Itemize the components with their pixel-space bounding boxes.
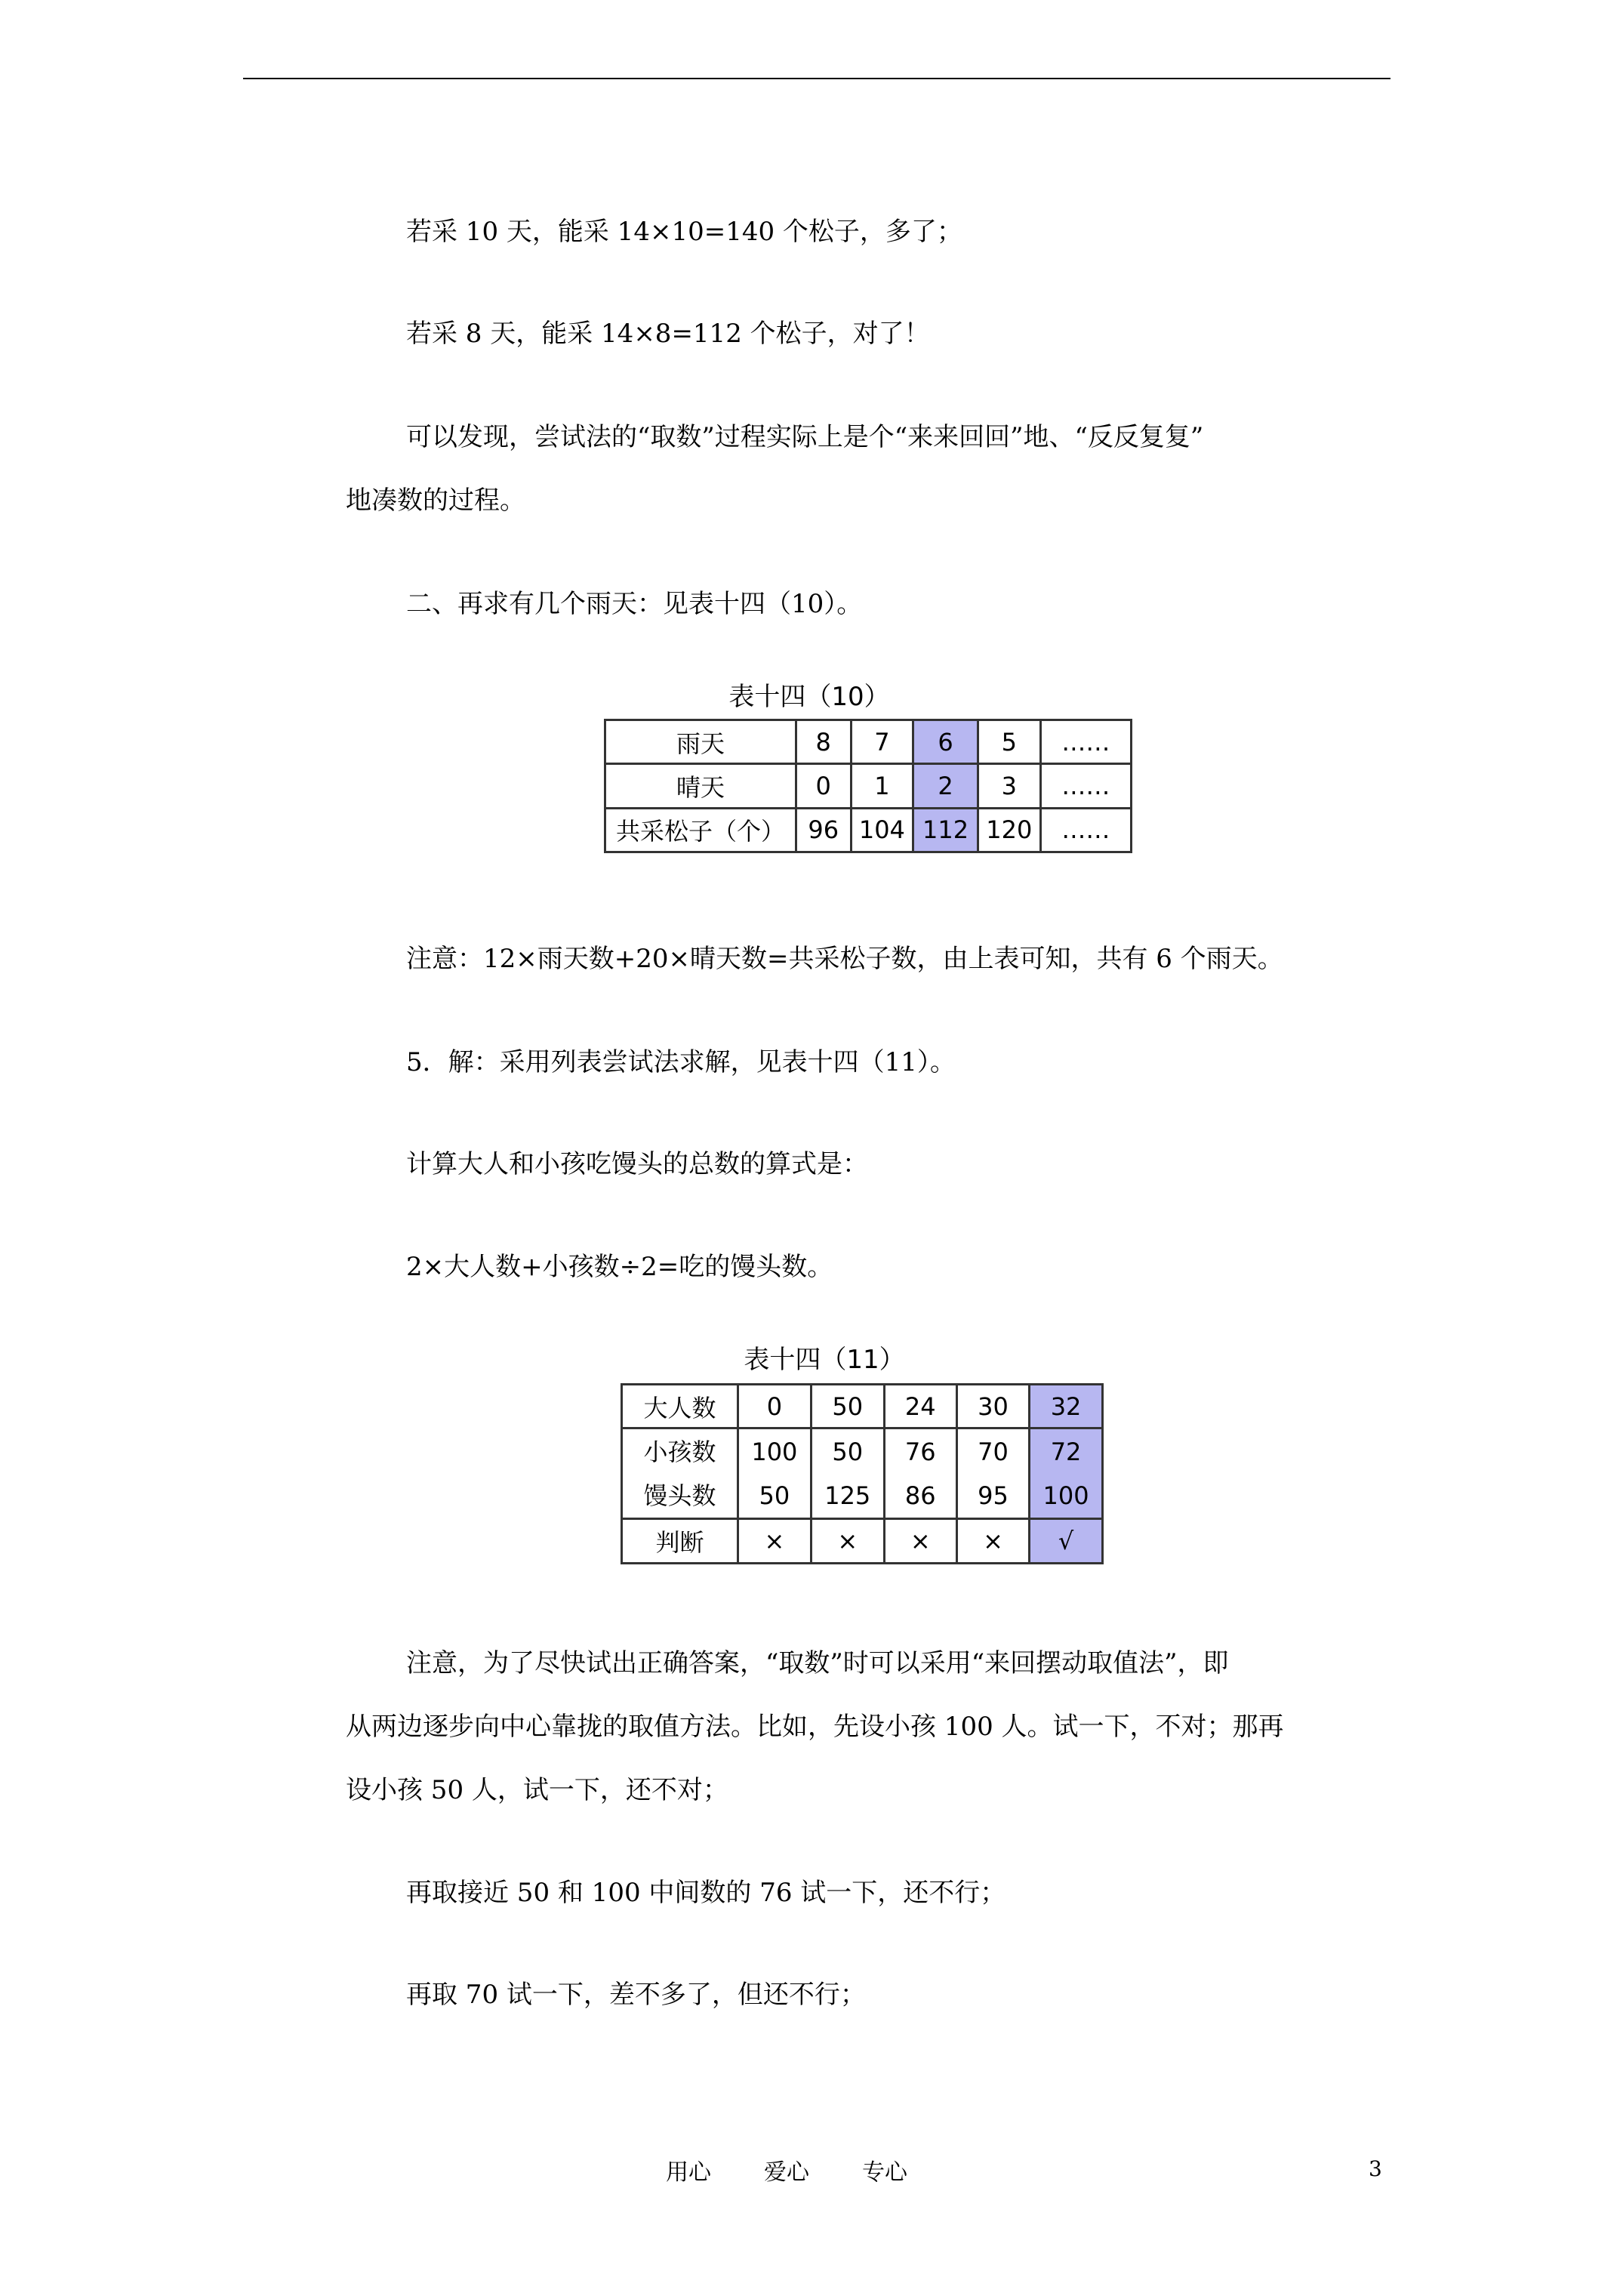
table-cell: …… bbox=[1040, 808, 1131, 852]
table-cell bbox=[811, 1428, 884, 1519]
table-cell: 120 bbox=[978, 808, 1040, 852]
page-number: 3 bbox=[1369, 2156, 1382, 2181]
paragraph-10: 再取接近 50 和 100 中间数的 76 试一下，还不行； bbox=[406, 1878, 1006, 1908]
paragraph-9-line-1: 注意，为了尽快试出正确答案，“取数”时可以采用“来回摆动取值法”，即 bbox=[406, 1648, 1229, 1678]
paragraph-9-line-3: 设小孩 50 人，试一下，还不对； bbox=[346, 1775, 728, 1805]
footer-motto-1: 用心 bbox=[666, 2159, 711, 2186]
table-row bbox=[605, 808, 1132, 852]
table-row bbox=[605, 764, 1132, 808]
table-cell: 50 bbox=[811, 1385, 884, 1428]
table-cell: 0 bbox=[738, 1385, 811, 1428]
paragraph-8: 2×大人数+小孩数÷2=吃的馒头数。 bbox=[406, 1252, 833, 1282]
paragraph-2: 若采 8 天，能采 14×8=112 个松子，对了！ bbox=[406, 319, 930, 349]
table-row bbox=[622, 1385, 1103, 1428]
paragraph-3-line-1: 可以发现，尝试法的“取数”过程实际上是个“来来回回”地、“反反复复” bbox=[406, 422, 1204, 452]
table-10 bbox=[604, 719, 1132, 853]
table-cell: 96 bbox=[796, 808, 851, 852]
cell-value: 100 bbox=[1042, 1481, 1089, 1510]
paragraph-7: 计算大人和小孩吃馒头的总数的算式是： bbox=[406, 1149, 868, 1179]
cell-value: 95 bbox=[978, 1481, 1009, 1510]
check-mark: √ bbox=[1030, 1519, 1103, 1564]
table-cell-highlighted: 6 bbox=[913, 720, 978, 764]
paragraph-6: 5．解：采用列表尝试法求解，见表十四（11）。 bbox=[406, 1047, 956, 1077]
table-10-caption: 表十四（10） bbox=[728, 682, 890, 712]
table-cell-highlighted: 112 bbox=[913, 808, 978, 852]
table-cell-highlighted bbox=[1030, 1428, 1103, 1519]
cell-value: 70 bbox=[978, 1437, 1009, 1466]
cell-value: 72 bbox=[1050, 1437, 1082, 1466]
table-row bbox=[622, 1428, 1103, 1519]
table-cell bbox=[884, 1428, 956, 1519]
paragraph-9-line-2: 从两边逐步向中心靠拢的取值方法。比如，先设小孩 100 人。试一下，不对；那再 bbox=[346, 1712, 1284, 1742]
cell-value: 125 bbox=[824, 1481, 871, 1510]
cell-value: 76 bbox=[904, 1437, 936, 1466]
table-cell: 判断 bbox=[622, 1519, 738, 1564]
cell-value: 86 bbox=[904, 1481, 936, 1510]
table-cell: 7 bbox=[851, 720, 913, 764]
table-row bbox=[605, 720, 1132, 764]
footer-motto-2: 爱心 bbox=[764, 2159, 809, 2186]
paragraph-3-line-2: 地凑数的过程。 bbox=[346, 485, 525, 516]
cross-mark: × bbox=[811, 1519, 884, 1564]
paragraph-1: 若采 10 天，能采 14×10=140 个松子，多了； bbox=[406, 217, 962, 247]
cross-mark: × bbox=[956, 1519, 1029, 1564]
cell-value: 100 bbox=[751, 1437, 798, 1466]
header-rule bbox=[243, 78, 1390, 79]
cell-value: 50 bbox=[759, 1481, 790, 1510]
footer-motto-3: 专心 bbox=[862, 2159, 907, 2186]
table-cell: 晴天 bbox=[605, 764, 796, 808]
table-cell: 3 bbox=[978, 764, 1040, 808]
paragraph-5: 注意：12×雨天数+20×晴天数=共采松子数，由上表可知，共有 6 个雨天。 bbox=[406, 944, 1283, 974]
table-cell: …… bbox=[1040, 764, 1131, 808]
table-cell: 0 bbox=[796, 764, 851, 808]
row-label: 小孩数 bbox=[643, 1437, 716, 1466]
table-cell: 30 bbox=[956, 1385, 1029, 1428]
row-label: 馒头数 bbox=[643, 1481, 716, 1510]
table-cell: 5 bbox=[978, 720, 1040, 764]
table-cell: 共采松子（个） bbox=[605, 808, 796, 852]
table-cell: 雨天 bbox=[605, 720, 796, 764]
table-cell bbox=[738, 1428, 811, 1519]
table-cell: 1 bbox=[851, 764, 913, 808]
table-cell-highlighted: 2 bbox=[913, 764, 978, 808]
paragraph-4: 二、再求有几个雨天：见表十四（10）。 bbox=[406, 589, 863, 619]
table-cell-highlighted: 32 bbox=[1030, 1385, 1103, 1428]
table-cell bbox=[956, 1428, 1029, 1519]
cross-mark: × bbox=[738, 1519, 811, 1564]
table-row bbox=[622, 1519, 1103, 1564]
paragraph-11: 再取 70 试一下，差不多了，但还不行； bbox=[406, 1980, 866, 2010]
table-cell: 8 bbox=[796, 720, 851, 764]
table-cell: 大人数 bbox=[622, 1385, 738, 1428]
cell-value: 50 bbox=[832, 1437, 864, 1466]
table-11-caption: 表十四（11） bbox=[744, 1345, 905, 1375]
table-cell: 24 bbox=[884, 1385, 956, 1428]
table-cell: 104 bbox=[851, 808, 913, 852]
table-11 bbox=[621, 1383, 1104, 1564]
cross-mark: × bbox=[884, 1519, 956, 1564]
table-cell: …… bbox=[1040, 720, 1131, 764]
table-cell bbox=[622, 1428, 738, 1519]
